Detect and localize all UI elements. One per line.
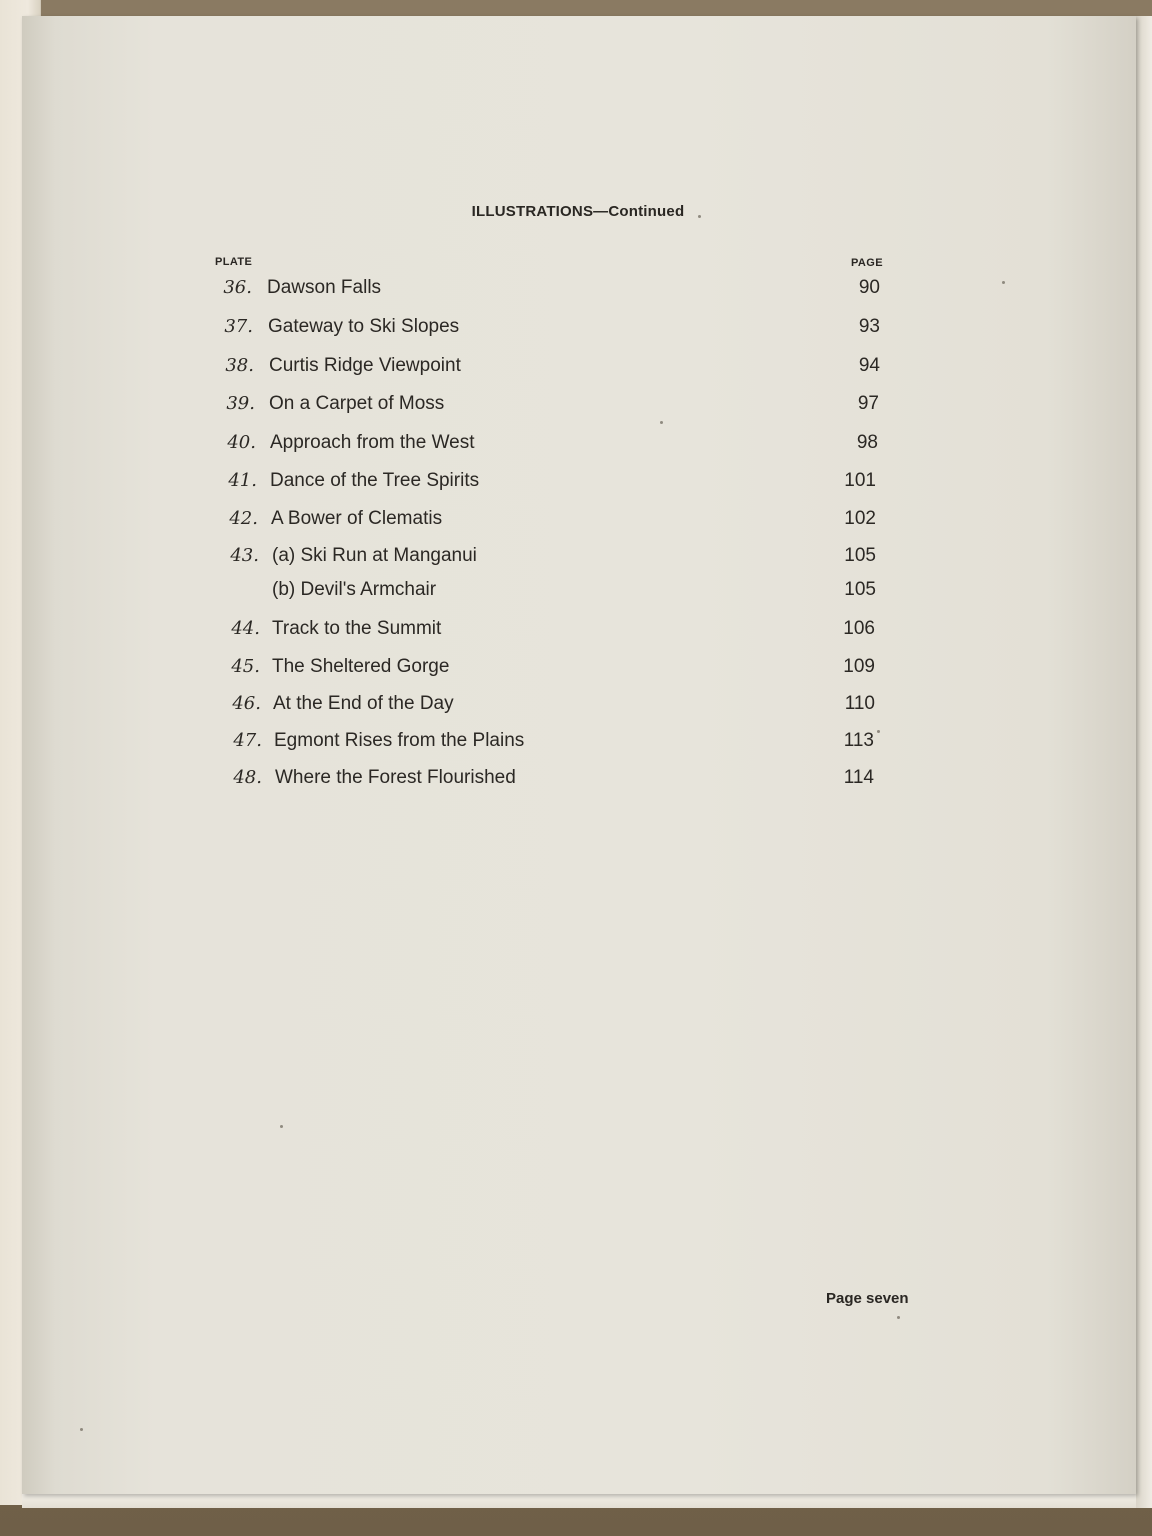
plate-number: 48. (233, 767, 262, 788)
list-item (0, 693, 1152, 719)
paper-speck (660, 421, 663, 424)
page-number: 90 (858, 277, 880, 298)
page-number: 102 (844, 508, 876, 529)
page-footer-number: Page seven (826, 1290, 909, 1307)
page-number: 109 (843, 656, 875, 677)
list-item (0, 656, 1152, 682)
page-number: 113 (843, 730, 874, 751)
page-number: 114 (843, 767, 874, 788)
plate-number: 43. (230, 545, 259, 566)
list-item (0, 432, 1152, 458)
plate-number: 36. (223, 277, 252, 298)
plate-title: Where the Forest Flourished (275, 767, 516, 788)
page-number: 94 (858, 355, 880, 376)
list-item (0, 618, 1152, 644)
paper-speck (80, 1428, 83, 1431)
page-number: 101 (844, 470, 876, 491)
page-stack-right-edge (1136, 16, 1152, 1508)
plate-number: 40. (227, 432, 256, 453)
plate-number: 38. (225, 355, 254, 376)
plate-title: On a Carpet of Moss (269, 393, 445, 414)
list-item (0, 470, 1152, 496)
plate-number: 42. (229, 508, 258, 529)
page-number: 106 (843, 618, 875, 639)
list-item (0, 767, 1152, 793)
page-number: 98 (856, 432, 878, 453)
page-number: 110 (844, 693, 875, 714)
list-item (0, 545, 1152, 571)
plate-title: (a) Ski Run at Manganui (272, 545, 477, 566)
page-number: 93 (858, 316, 880, 337)
plate-title: Gateway to Ski Slopes (268, 316, 460, 337)
list-item (0, 579, 1152, 605)
plate-title: Dance of the Tree Spirits (270, 470, 480, 491)
plate-title: Track to the Summit (272, 618, 442, 639)
paper-speck (1002, 281, 1005, 284)
plate-number: 46. (232, 693, 261, 714)
page-number: 97 (857, 393, 879, 414)
list-item (0, 316, 1152, 342)
plate-number: 37. (224, 316, 253, 337)
plate-title: A Bower of Clematis (271, 508, 443, 529)
paper-speck (280, 1125, 283, 1128)
plate-title: The Sheltered Gorge (272, 656, 450, 677)
page-heading: ILLUSTRATIONS—Continued (471, 203, 685, 220)
list-item (0, 277, 1152, 303)
page-column-header: PAGE (851, 257, 883, 269)
plate-number: 39. (226, 393, 255, 414)
page-number: 105 (844, 545, 876, 566)
plate-column-header: PLATE (215, 256, 253, 268)
plate-title: Approach from the West (270, 432, 475, 453)
plate-number: 45. (231, 656, 260, 677)
paper-speck (897, 1316, 900, 1319)
plate-number: 41. (228, 470, 257, 491)
plate-title: At the End of the Day (273, 693, 454, 714)
list-item (0, 393, 1152, 419)
plate-title: (b) Devil's Armchair (272, 579, 437, 600)
paper-speck (877, 730, 880, 733)
plate-number: 47. (233, 730, 262, 751)
plate-number: 44. (231, 618, 260, 639)
plate-title: Egmont Rises from the Plains (274, 730, 525, 751)
list-item (0, 508, 1152, 534)
plate-title: Curtis Ridge Viewpoint (269, 355, 461, 376)
page-stack-bottom-edge (22, 1494, 1136, 1508)
page-number: 105 (844, 579, 876, 600)
list-item (0, 730, 1152, 756)
plate-title: Dawson Falls (267, 277, 382, 298)
list-item (0, 355, 1152, 381)
paper-speck (698, 215, 701, 218)
